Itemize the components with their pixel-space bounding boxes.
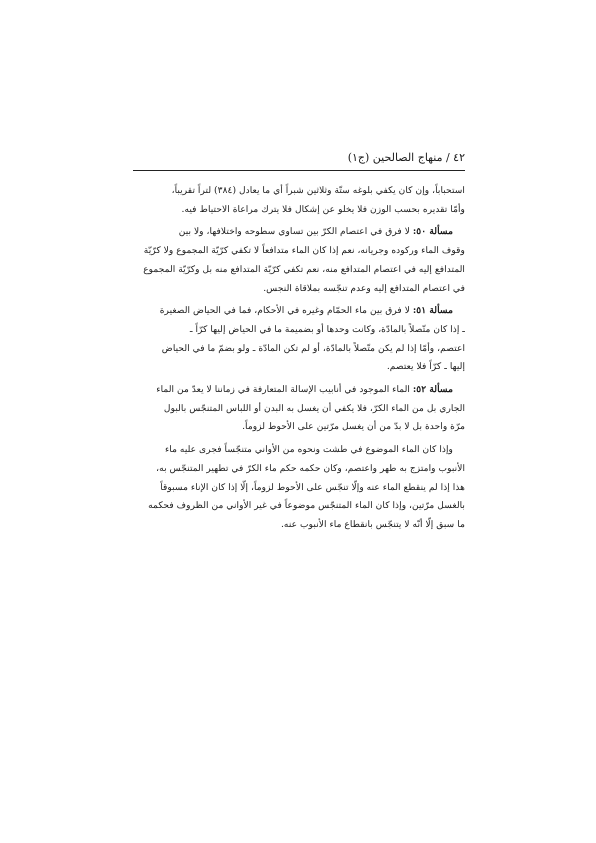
text-line: وقوف الماء وركوده وجريانه، نعم إذا كان الماء متدافعاً لا تكفي كرّيّة المجموع ولا كرّيّة xyxy=(143,245,465,257)
header-rule xyxy=(133,170,465,171)
text-line: استحباباً، وإن كان يكفي بلوغه ستّة وثلاثين شبراً أي ما يعادل (٣٨٤) لتراً تقريباً، xyxy=(171,185,465,196)
issue-label: مسألة ٥٢: xyxy=(412,384,453,396)
issue-label: مسألة ٥١: xyxy=(412,305,453,317)
page-body xyxy=(133,182,465,535)
text-line: وإذا كان الماء الموضوع في طشت ونحوه من الأواني متنجّساً فجرى عليه ماء xyxy=(164,444,453,456)
text-line: الجاري بل من الماء الكرّ، فلا يكفي أن يغسل به البدن أو اللباس المتنجّس بالبول xyxy=(163,402,465,414)
paragraph-issue-52 xyxy=(133,381,465,437)
issue-label: مسألة ٥٠: xyxy=(412,226,453,238)
text-line: هذا إذا لم ينقطع الماء عنه وإلّا تنجّس على الأحوط لزوماً، إلّا إذا كان الإناء مسبوقاً xyxy=(160,481,465,493)
text-run: لا فرق بين ماء الحمّام وغيره في الأحكام، فما في الحياض الصغيرة xyxy=(159,305,413,317)
text-line: الأنبوب وامتزج به طهر واعتصم، وكان حكمه حكم ماء الكرّ في تطهير المتنجّس به، xyxy=(156,462,465,474)
text-line xyxy=(133,223,465,242)
text-line: إليها ـ كرّاً فلا يعتصم. xyxy=(386,361,465,373)
text-run: لا فرق في اعتصام الكرّ بين تساوي سطوحه واختلافها، ولا بين xyxy=(178,226,413,238)
paragraph-issue-50 xyxy=(133,223,465,298)
paragraph-issue-51 xyxy=(133,302,465,377)
text-run: الماء الموجود في أنابيب الإسالة المتعارفة في زماننا لا يعدّ من الماء xyxy=(156,384,413,396)
paragraph-continuation xyxy=(133,182,465,219)
paragraph-pipe-water xyxy=(133,441,465,535)
text-line xyxy=(133,302,465,321)
text-line: المتدافع إليه في اعتصام المتدافع منه، نعم تكفي كرّيّة المتدافع منه بل وكرّيّة المجموع xyxy=(143,263,465,275)
text-line xyxy=(133,381,465,400)
text-line: بالغسل مرّتين، وإذا كان الماء المتنجّس موضوعاً في غير الأواني من الظروف فحكمه xyxy=(148,500,465,512)
text-line: مرّة واحدة بل لا بدّ من أن يغسل مرّتين على الأحوط لزوماً. xyxy=(242,421,465,433)
text-line: ما سبق إلّا أنّه لا يتنجّس بانقطاع ماء الأنبوب عنه. xyxy=(281,518,465,530)
text-line: وأمّا تقديره بحسب الوزن فلا يخلو عن إشكال فلا يترك مراعاة الاحتياط فيه. xyxy=(181,203,465,215)
running-header: ٤٢ / منهاج الصالحين (ج١) xyxy=(347,151,465,164)
text-line: ـ إذا كان متّصلاً بالمادّة، وكانت وحدها أو بضميمة ما في الحياض إليها كرّاً ـ xyxy=(189,323,465,335)
text-line: في اعتصام المتدافع إليه وعدم تنجّسه بملاقاة النجس. xyxy=(263,282,465,294)
text-line: اعتصم، وأمّا إذا لم يكن متّصلاً بالمادّة، أو لم تكن المادّة ـ ولو بضمّ ما في الحياض xyxy=(161,342,465,354)
